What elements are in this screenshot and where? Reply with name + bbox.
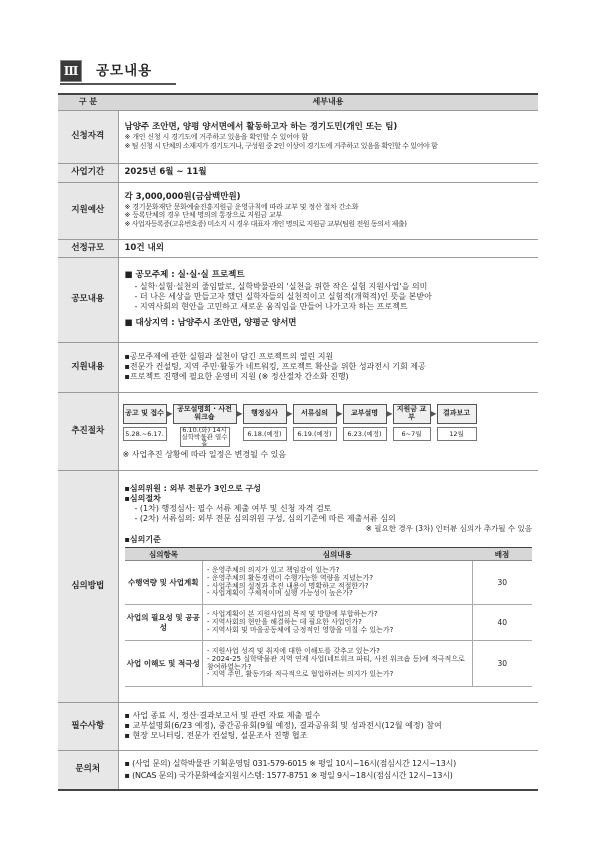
step-date: 6.19.(예정) (293, 427, 337, 441)
step-date: 6.18.(예정) (243, 427, 287, 441)
eligibility-label: 신청자격 (58, 110, 118, 163)
theme-item: - 더 나은 세상을 만들고자 했던 실학자들의 실천적이고 실험적(개혁적)인 뜻을 본받아 (134, 292, 432, 301)
budget-note: ※ 경기문화재단 문화예술진흥지원금 운영규칙에 따라 교부 및 정산 절차 간소화 (124, 202, 359, 211)
row-procedure (58, 392, 538, 470)
criteria-line: - 사업주체의 설정과 추진 내용이 명확하고 적절한가? (207, 581, 369, 590)
criteria-score: 40 (472, 605, 532, 641)
arrow-right-icon: ▶ (430, 409, 437, 418)
process-item: - (2차) 서류심의: 외부 전문 심의위원 구성, 심의기준에 따른 제출서류 심의 (134, 513, 396, 523)
procedure-step (123, 404, 167, 441)
arrow-right-icon: ▶ (386, 409, 393, 418)
square-bullet-icon: ■ (124, 318, 136, 328)
row-budget (58, 182, 538, 239)
support-item: ▪전문가 컨설팅, 지역 주민·활동가 네트워킹, 프로젝트 확산을 위한 성과전시 기회 제공 (124, 362, 426, 371)
step-name: 서류심의 (293, 404, 337, 424)
square-bullet-icon: ▪ (124, 483, 130, 493)
eligibility-note: ※ 팀 신청 시 단체의 소재지가 경기도거나, 구성원 중 2인 이상이 경기도에 거주하고 있음을 확인할 수 있어야 함 (124, 141, 438, 150)
row-support (58, 342, 538, 392)
committee-text: 심의위원 : 외부 전문가 3인으로 구성 (129, 483, 261, 493)
theme-title: 공모주제 : 실·실·실 프로젝트 (135, 270, 245, 281)
step-name: 교부설명 (343, 404, 387, 424)
section-header (60, 60, 152, 82)
square-bullet-icon: ▪ (124, 535, 130, 545)
criteria-score: 30 (472, 641, 532, 687)
criteria-line: - 운영주체의 활동경력이 수행가능한 역량을 지녔는가? (207, 574, 374, 582)
step-name: 결과보고 (437, 404, 477, 424)
procedure-step (293, 404, 337, 441)
theme-item: - 실학·실험·실천의 줄임말로, 실학박물관의 '실천을 위한 작은 실험 지원사업'을 의미 (134, 282, 428, 291)
row-eligibility (58, 110, 538, 163)
step-name: 행정심사 (243, 404, 287, 424)
criteria-score: 30 (472, 561, 532, 605)
criteria-row (125, 641, 533, 687)
procedure-flow (123, 402, 535, 447)
table-header-row (58, 94, 538, 110)
criteria-title: 심의기준 (129, 535, 161, 545)
step-date: 6.23.(예정) (343, 427, 387, 441)
budget-note: ※ 등록단체의 경우 단체 명의의 통장으로 지원금 교부 (124, 211, 283, 220)
required-item: ▪ 교부설명회(6/23 예정), 중간공유회(9월 예정), 결과공유회 및 성과전시(12월 예정) 참여 (124, 721, 442, 730)
criteria-line: - 사업계획이 구체적이며 실행 가능성이 높은가? (207, 589, 353, 598)
step-date: 5.28.~6.17. (123, 427, 167, 441)
step-date: 6~7월 (393, 427, 431, 441)
review-label: 심의방법 (58, 470, 118, 702)
arrow-right-icon: ▶ (336, 409, 343, 418)
criteria-line: - 지원사업 성격 및 취지에 대한 이해도를 갖추고 있는가? (207, 647, 380, 656)
budget-note: ※ 사업자등록증(고유번호증) 미소지 시 경우 대표자 개인 명의로 지원금 교부(팀원 전원 동의서 제출) (124, 220, 407, 229)
procedure-step (437, 404, 477, 441)
contact-item: ▪ (사업 문의) 실학박물관 기획운영팀 031-579-6015 ※ 평일 10시~16시(점심시간 12시~13시) (124, 758, 457, 768)
step-name: 공모설명회 · 사전 워크숍 (173, 404, 237, 424)
procedure-step (243, 404, 287, 441)
criteria-item: 수행역량 및 사업계획 (125, 561, 203, 605)
title-underline (60, 83, 176, 85)
page-title: 공모내용 (96, 62, 153, 79)
period-value: 2025년 6월 ~ 11월 (118, 163, 538, 182)
scale-value: 10건 내외 (118, 239, 538, 257)
square-bullet-icon: ▪ (124, 493, 130, 503)
criteria-line: - 지역사회의 현안을 해결하는 데 필요한 사업인가? (207, 617, 362, 626)
support-item: ▪공모주제에 관한 실험과 실천이 담긴 프로젝트의 열린 지원 (124, 352, 334, 361)
step-date: 6.10.(화) 14시 실학박물관 열수홀 (181, 426, 228, 448)
header-category: 구 분 (58, 94, 118, 110)
row-required (58, 702, 538, 750)
criteria-line: - 지역사회 및 마을공동체에 긍정적인 영향을 미칠 수 있는가? (207, 625, 394, 634)
procedure-step (173, 404, 237, 447)
required-label: 필수사항 (58, 702, 118, 750)
step-date: 12월 (437, 427, 477, 441)
budget-main: 각 3,000,000원(금삼백만원) (124, 192, 241, 203)
criteria-line: - 사업계획이 본 지원사업의 목적 및 방향에 부합하는가? (207, 610, 378, 619)
row-contact (58, 750, 538, 790)
criteria-row (125, 561, 533, 605)
eligibility-note: ※ 개인 신청 시 경기도에 거주하고 있음을 확인할 수 있어야 함 (124, 133, 308, 142)
required-item: ▪ 현장 모니터링, 전문가 컨설팅, 설문조사 진행 협조 (124, 731, 308, 740)
procedure-label: 추진절차 (58, 392, 118, 470)
criteria-header-score: 배점 (472, 548, 532, 561)
criteria-header-row (125, 548, 533, 561)
row-review (58, 470, 538, 702)
process-title: 심의절차 (129, 493, 161, 503)
criteria-header-item: 심의항목 (125, 548, 203, 561)
contest-label: 공모내용 (58, 257, 118, 342)
required-item: ▪ 사업 종료 시, 정산·결과보고서 및 관련 자료 제출 필수 (124, 711, 321, 720)
process-note: ※ 필요한 경우 (3차) 인터뷰 심의가 추가될 수 있음 (365, 523, 532, 533)
process-item: - (1차) 행정심사: 필수 서류 제출 여부 및 신청 자격 검토 (134, 503, 332, 513)
scale-label: 선정규모 (58, 239, 118, 257)
criteria-item: 사업의 필요성 및 공공성 (125, 605, 203, 641)
area-title: 대상지역 : 남양주시 조안면, 양평군 양서면 (135, 318, 297, 328)
criteria-table (125, 547, 533, 687)
step-name: 공고 및 접수 (123, 404, 167, 424)
budget-label: 지원예산 (58, 182, 118, 239)
contact-item: ▪ (NCAS 문의) 국가문화예술지원시스템: 1577-8751 ※ 평일 9시~18시(점심시간 12시~13시) (124, 770, 453, 780)
arrow-right-icon: ▶ (166, 409, 173, 418)
row-period (58, 163, 538, 182)
step-name: 지원금 교부 (393, 404, 431, 424)
period-label: 사업기간 (58, 163, 118, 182)
criteria-item: 사업 이해도 및 적극성 (125, 641, 203, 687)
section-number: Ⅲ (60, 60, 82, 82)
theme-item: - 지역사회의 현안을 고민하고 새로운 움직임을 만들어 나가고자 하는 프로젝트 (134, 302, 408, 311)
arrow-right-icon: ▶ (286, 409, 293, 418)
support-item: ▪프로젝트 진행에 필요한 운영비 지원 (※ 정산절차 간소화 진행) (124, 372, 349, 381)
procedure-note: ※ 사업추진 상황에 따라 일정은 변경될 수 있음 (122, 450, 287, 459)
row-scale (58, 239, 538, 257)
eligibility-main: 남양주 조안면, 양평 양서면에서 활동하고자 하는 경기도민(개인 또는 팀) (124, 122, 398, 133)
criteria-row (125, 605, 533, 641)
criteria-line: - 운영주체의 의지가 있고 책임감이 있는가? (207, 566, 340, 575)
criteria-header-content: 심의내용 (203, 548, 473, 561)
criteria-line: - 지역 주민, 활동가와 적극적으로 협업하려는 의지가 있는가? (207, 670, 394, 679)
contact-label: 문의처 (58, 750, 118, 790)
procedure-step (393, 404, 431, 441)
arrow-right-icon: ▶ (236, 409, 243, 418)
square-bullet-icon: ■ (124, 270, 136, 281)
contest-table (58, 93, 538, 791)
row-contest (58, 257, 538, 342)
support-label: 지원내용 (58, 342, 118, 392)
criteria-line: - 2024-25 실학박물관 지역 연계 사업(네트워크 파티, 사전 워크숍 등)에 적극적으로 참여하였는가? (207, 655, 465, 671)
procedure-step (343, 404, 387, 441)
header-detail: 세부내용 (118, 94, 538, 110)
